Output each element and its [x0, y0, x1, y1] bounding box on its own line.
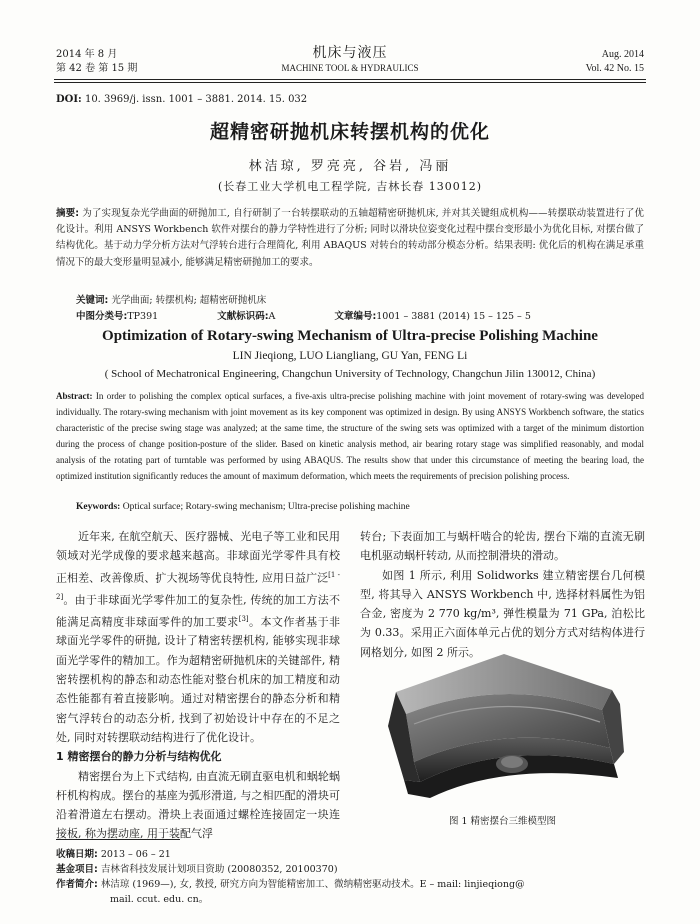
abstract-cn: [56, 206, 644, 271]
right-paragraph-2: 如图 1 所示, 利用 Solidworks 建立精密摆台几何模型, 将其导入 ANSYS Workbench 中, 选择材料属性为铝合金, 密度为 2 770 kg/m³, 弹性模量为 71 GPa, 泊松比为 0.33。采用正六面体单元占优的划分方式对结构体进行网格划分, 如图 2 所示。: [360, 568, 645, 659]
article-no-value: 1001 – 3881 (2014) 15 – 125 – 5: [376, 311, 531, 322]
abstract-cn-text: 为了实现复杂光学曲面的研抛加工, 自行研制了一台转摆联动的五轴超精密研抛机床, 并对其关键组成机构——转摆联动装置进行了优化设计。利用 ANSYS Workbench 软件对摆台的静力学特性进行了分析; 同时以滑块位姿变化过程中摆台变形最小为优化目标, 对摆台做了结构优化。基于动力学分析方法对气浮转台进行合理简化, 利用 ABAQUS 对转台的转动部分模态分析。结果表明: 优化后的机构在满足承重情况下的最大变形量明显减小, 能够满足精密研抛加工的要求。: [56, 208, 644, 268]
clc-value: TP391: [127, 311, 159, 322]
author-bio-text: 林洁琼 (1969—), 女, 教授, 研究方向为智能精密加工、微纳精密驱动技术。E – mail: linjieqiong@: [100, 879, 525, 890]
intro-text-c: 。本文作者基于非球面光学零件的研抛, 设计了精密转摆机构, 能够实现非球面光学零件的精加工。作为超精密研抛机床的关键部件, 精密转摆机构的静态和动态性能对整台机床的加工精度和动态性能都有着直接影响。通过对精密摆台的静态分析和精密气浮转台的动态分析, 找到了初始设计中存在的不足之处, 同时对转摆联动结构进行了优化设计。: [56, 615, 340, 744]
citation-1-2: [1 - 2]: [56, 570, 340, 601]
section1-paragraph: 精密摆台为上下式结构, 由直流无刷直驱电机和蜗轮蜗杆机构构成。摆台的基座为弧形滑道, 与之相匹配的滑块可沿着滑道左右摆动。滑块上表面通过螺栓连接固定一块连接板, 称为摆动座, 用于装配气浮: [56, 769, 340, 841]
keywords-cn-label: 关键词:: [76, 295, 109, 306]
header-rule-thin: [54, 82, 646, 83]
header-volume-cn: 第 42 卷 第 15 期: [56, 63, 138, 74]
author-bio-label: 作者简介:: [56, 879, 98, 890]
received-date: 2013 – 06 – 21: [100, 849, 171, 860]
footnotes: [56, 847, 646, 907]
doi-label: DOI:: [56, 94, 82, 105]
footnote-author-email-cont: mail. ccut. edu. cn。: [110, 894, 209, 905]
swing-stage-3d-image: [374, 652, 626, 802]
footnote-received: [56, 847, 646, 862]
footnote-author: [56, 877, 646, 892]
article-no-label: 文章编号:: [334, 311, 377, 322]
abstract-en: [56, 388, 644, 484]
section-heading-1: 1 精密摆台的静力分析与结构优化: [56, 750, 222, 764]
doi-value: 10. 3969/j. issn. 1001 – 3881. 2014. 15. 032: [84, 94, 308, 105]
received-label: 收稿日期:: [56, 849, 98, 860]
clc-label: 中图分类号:: [76, 311, 128, 322]
right-paragraph-1: 转台; 下表面加工与蜗杆啮合的轮齿, 摆台下端的直流无刷电机驱动蜗杆转动, 从而控制滑块的滑动。: [360, 530, 645, 563]
header-date-en: Aug. 2014: [601, 49, 644, 60]
abstract-cn-label: 摘要:: [56, 208, 80, 219]
keywords-en: [76, 502, 410, 512]
doi-line: [56, 94, 307, 105]
header-issue-en: [586, 48, 644, 76]
abstract-en-label: Abstract:: [56, 391, 93, 401]
affiliation-cn: (长春工业大学机电工程学院, 吉林长春 130012): [217, 180, 483, 193]
abstract-en-text: In order to polishing the complex optical surfaces, a five-axis ultra-precise polishing machine with joint movement of rotary-swing was developed individually. The rotary-swing mechanism with joint movement as its key component was optimized in design. By using ANSYS Workbench software, the statics characteristic of the precise swing stage was analyzed; at the same time, the structure of the swing sets was optimized with a target of the minimum distortion during the process of change position-posture of the slider. Based on kinetic analysis method, air bearing rotary stage was simplified reasonably, and modal analysis of the rotating part of turntable was performed by using ABAQUS. The results show that under this circumstance of meeting the bearing load, the optimized institution significantly reduces the amount of maximum deformation, which meets the requirements of precision polishing process.: [56, 391, 645, 481]
keywords-en-label: Keywords:: [76, 502, 121, 512]
keywords-en-text: Optical surface; Rotary-swing mechanism; Ultra-precise polishing machine: [122, 502, 410, 512]
citation-3: [3]: [238, 614, 249, 623]
doc-code-value: A: [268, 311, 276, 322]
journal-name-en: MACHINE TOOL & HYDRAULICS: [281, 63, 419, 73]
title-cn: 超精密研抛机床转摆机构的优化: [209, 121, 490, 143]
journal-name-cn: 机床与液压: [312, 45, 388, 61]
figure-1-swing-stage-model: [374, 652, 626, 802]
header-rule-thick: [54, 79, 646, 80]
keywords-cn: [76, 292, 266, 306]
intro-text-b: 。由于非球面光学零件加工的复杂性, 传统的加工方法不能满足高精度非球面零件的加工要求: [56, 593, 340, 629]
classification-line: [76, 308, 587, 322]
footnote-rule: [56, 839, 180, 840]
keywords-cn-text: 光学曲面; 转摆机构; 超精密研抛机床: [111, 295, 267, 306]
figure-1-caption: 图 1 精密摆台三维模型图: [448, 816, 557, 827]
affiliation-en: ( School of Mechatronical Engineering, Changchun University of Technology, Changchun Jilin 130012, China): [104, 368, 596, 380]
fund-text: 吉林省科技发展计划项目资助 (20080352, 20100370): [100, 864, 338, 875]
intro-text-a: 近年来, 在航空航天、医疗器械、光电子等工业和民用领域对光学成像的要求越来越高。非球面光学零件具有校正相差、改善像质、扩大视场等优良特性, 应用日益广泛: [56, 530, 340, 585]
doc-code-label: 文献标识码:: [217, 311, 269, 322]
fund-label: 基金项目:: [56, 864, 98, 875]
body-left-column: [56, 527, 340, 844]
authors-cn: 林洁琼, 罗亮亮, 谷岩, 冯丽: [248, 159, 452, 174]
body-right-column: [360, 527, 645, 662]
footnote-fund: [56, 862, 646, 877]
intro-paragraph: [56, 527, 340, 747]
header-date-cn: 2014 年 8 月: [56, 49, 118, 60]
header-volume-en: Vol. 42 No. 15: [585, 63, 644, 74]
authors-en: LIN Jieqiong, LUO Liangliang, GU Yan, FENG Li: [232, 350, 468, 362]
title-en: Optimization of Rotary-swing Mechanism of Ultra-precise Polishing Machine: [102, 328, 598, 344]
